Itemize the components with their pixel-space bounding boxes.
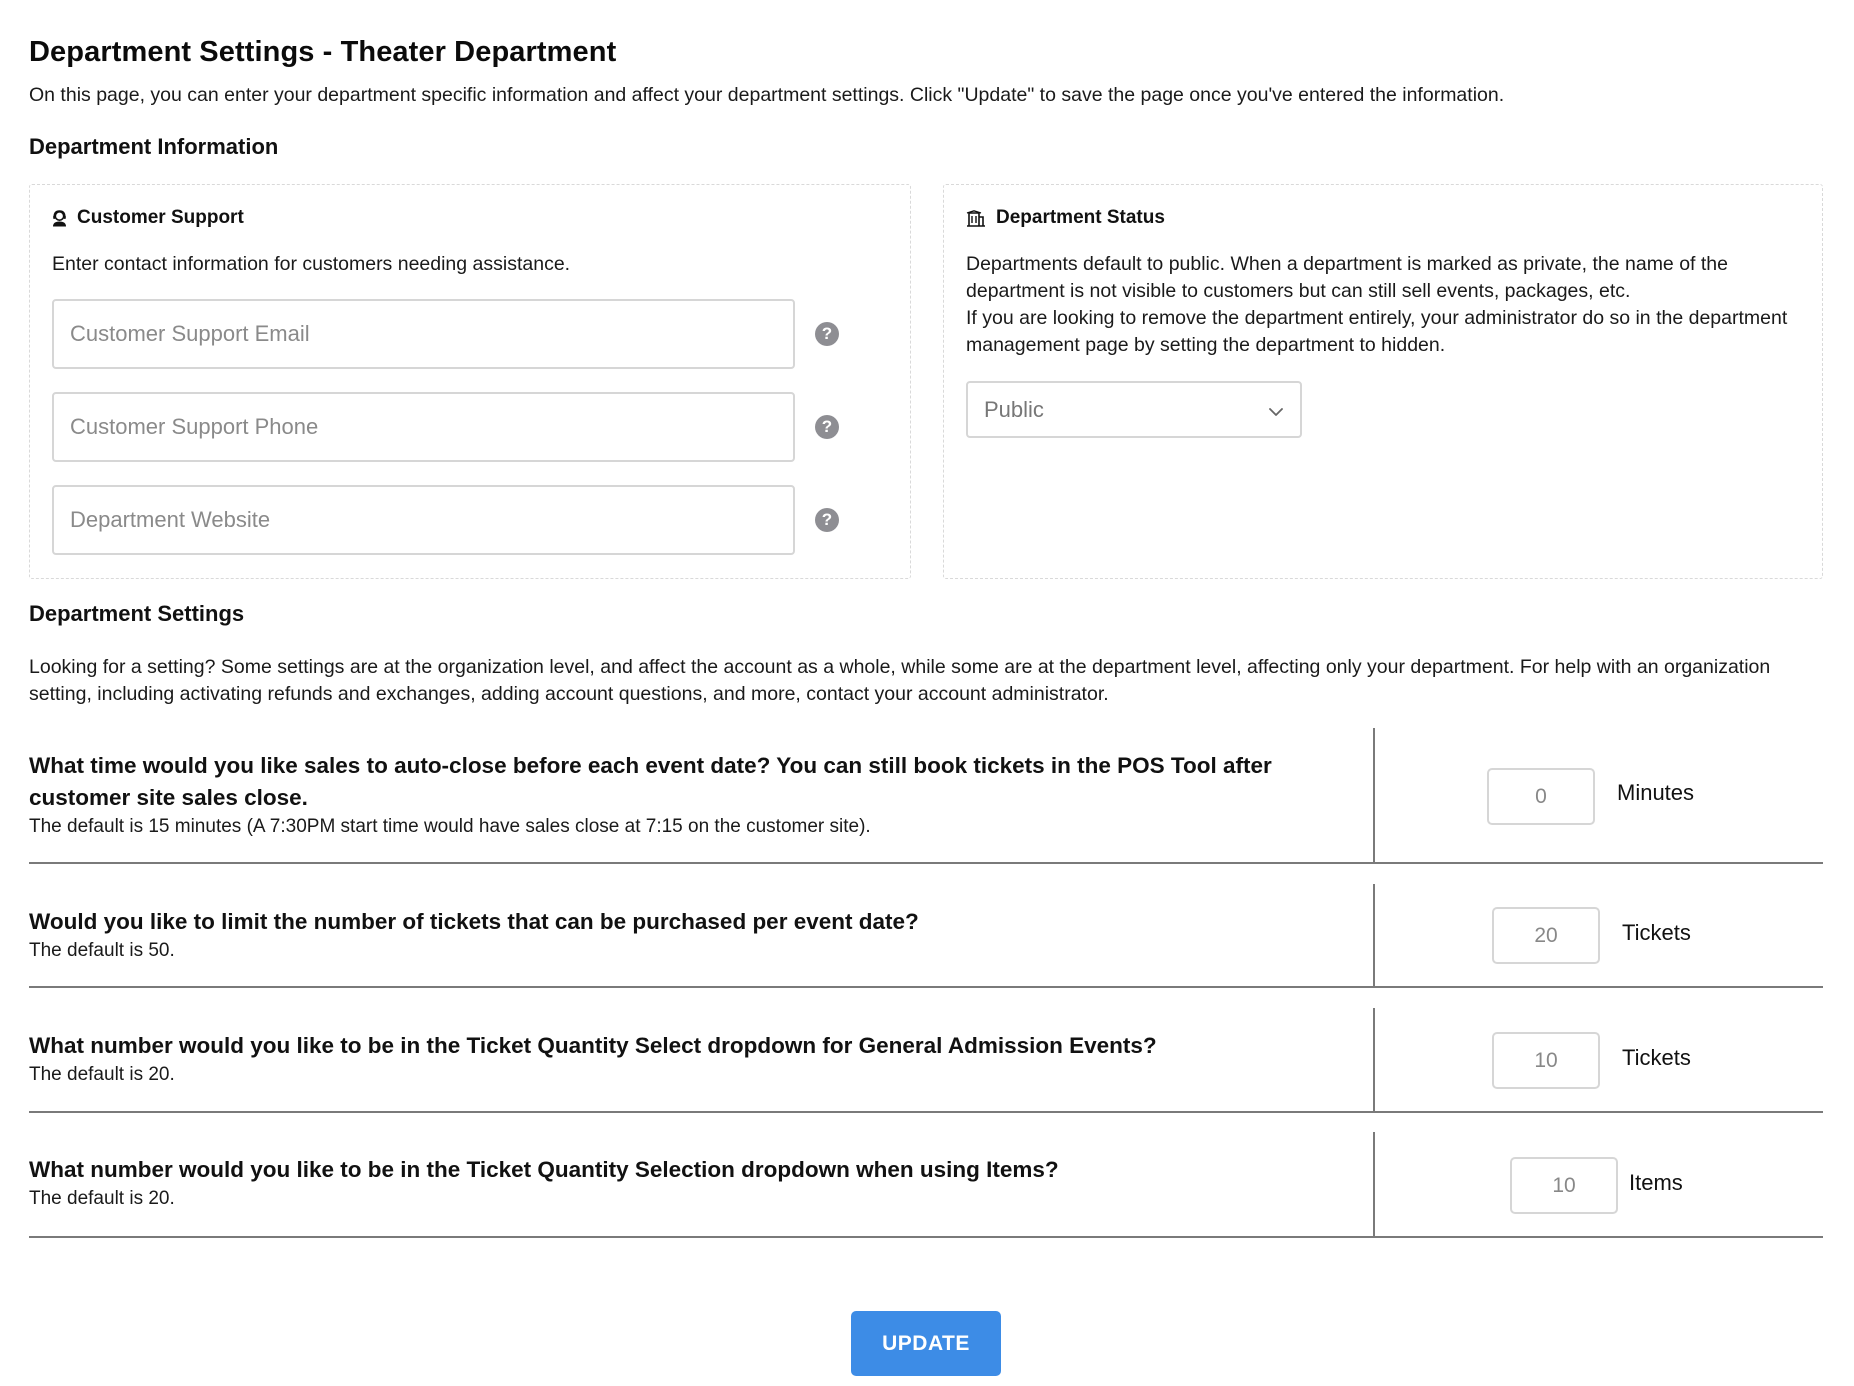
row-divider	[1373, 728, 1375, 862]
building-icon	[966, 210, 986, 227]
customer-support-email-input[interactable]	[52, 299, 795, 369]
department-status-title: Department Status	[996, 207, 1165, 228]
setting-row-items-quantity	[29, 1132, 1823, 1238]
row-divider	[1373, 1008, 1375, 1111]
page-title: Department Settings - Theater Department	[29, 36, 617, 68]
department-settings-intro: Looking for a setting? Some settings are at the organization level, and affect the account as a whole, while some are at the department level, affecting only your department. For help with an organization setting, including activating refunds and exchanges, adding account questions, and more, contact your account administrator.	[29, 656, 1771, 705]
update-button[interactable]: UPDATE	[851, 1311, 1001, 1376]
department-information-heading: Department Information	[29, 134, 279, 159]
department-website-input[interactable]	[52, 485, 795, 555]
department-status-description	[966, 251, 1796, 359]
status-description-line: Departments default to public. When a department is marked as private, the name of the department is not visible to customers but can still sell events, packages, etc.	[966, 253, 1728, 302]
customer-support-title: Customer Support	[77, 207, 244, 228]
department-settings-heading: Department Settings	[29, 601, 245, 626]
ticket-limit-input[interactable]	[1492, 907, 1600, 964]
setting-question	[29, 1154, 1329, 1212]
setting-default-note: The default is 50.	[29, 940, 175, 961]
setting-unit-label: Minutes	[1617, 780, 1695, 805]
row-divider	[1373, 884, 1375, 986]
page-intro: On this page, you can enter your department specific information and affect your department settings. Click "Update" to save the page once you've entered the information.	[29, 84, 1505, 106]
auto-close-minutes-input[interactable]	[1487, 768, 1595, 825]
department-status-card	[943, 184, 1823, 579]
setting-question-text: What number would you like to be in the Ticket Quantity Select dropdown for General Admission Events?	[29, 1033, 1157, 1058]
customer-support-header	[52, 207, 244, 229]
row-divider	[1373, 1132, 1375, 1236]
help-icon[interactable]: ?	[815, 322, 839, 346]
help-icon[interactable]: ?	[815, 508, 839, 532]
setting-default-note: The default is 20.	[29, 1064, 175, 1085]
setting-row-ga-quantity	[29, 1008, 1823, 1113]
setting-question	[29, 750, 1329, 840]
customer-support-description: Enter contact information for customers needing assistance.	[52, 253, 571, 275]
support-agent-icon	[52, 210, 67, 227]
setting-row-auto-close	[29, 728, 1823, 864]
setting-unit-label: Tickets	[1622, 920, 1691, 945]
items-quantity-input[interactable]	[1510, 1157, 1618, 1214]
setting-question	[29, 1030, 1329, 1088]
ga-quantity-input[interactable]	[1492, 1032, 1600, 1089]
setting-default-note: The default is 15 minutes (A 7:30PM start time would have sales close at 7:15 on the customer site).	[29, 816, 871, 837]
setting-row-ticket-limit	[29, 884, 1823, 988]
setting-default-note: The default is 20.	[29, 1188, 175, 1209]
help-icon[interactable]: ?	[815, 415, 839, 439]
chevron-down-icon	[1268, 397, 1284, 423]
status-description-line: If you are looking to remove the department entirely, your administrator do so in the department management page by setting the department to hidden.	[966, 307, 1788, 356]
setting-question-text: What time would you like sales to auto-close before each event date? You can still book tickets in the POS Tool after customer site sales close.	[29, 753, 1272, 810]
select-value: Public	[984, 396, 1044, 422]
customer-support-card	[29, 184, 911, 579]
setting-question-text: Would you like to limit the number of tickets that can be purchased per event date?	[29, 909, 919, 934]
setting-question	[29, 906, 1329, 964]
setting-question-text: What number would you like to be in the Ticket Quantity Selection dropdown when using Items?	[29, 1157, 1059, 1182]
customer-support-phone-input[interactable]	[52, 392, 795, 462]
setting-unit-label: Items	[1629, 1170, 1683, 1195]
setting-unit-label: Tickets	[1622, 1045, 1691, 1070]
department-status-header	[966, 207, 1165, 229]
department-status-select[interactable]	[966, 381, 1302, 438]
